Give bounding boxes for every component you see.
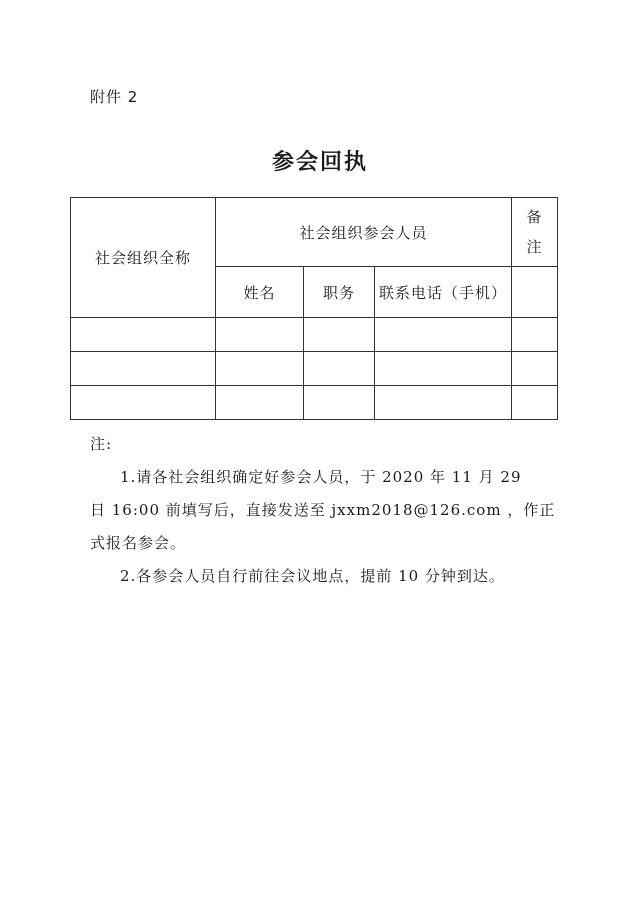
- column-header-position: 职务: [304, 267, 375, 318]
- attendees-header: 社会组织参会人员: [216, 198, 512, 267]
- table-cell[interactable]: [216, 386, 304, 420]
- table-cell[interactable]: [71, 352, 216, 386]
- note-item-1-line-1: 1.请各社会组织确定好参会人员，于 2020 年 11 月 29: [120, 468, 522, 486]
- table-cell[interactable]: [512, 386, 558, 420]
- table-cell[interactable]: [71, 386, 216, 420]
- table-cell[interactable]: [216, 352, 304, 386]
- table-row: [71, 386, 558, 420]
- org-name-header: 社会组织全称: [71, 198, 216, 318]
- remarks-header-text: 备 注: [526, 208, 543, 256]
- table-cell[interactable]: [304, 386, 375, 420]
- notes-section: [90, 428, 570, 593]
- table-cell[interactable]: [375, 318, 512, 352]
- table-cell[interactable]: [375, 386, 512, 420]
- attachment-label: 附件 2: [90, 88, 139, 106]
- table-cell[interactable]: [512, 352, 558, 386]
- remarks-header: [512, 198, 558, 267]
- note-item-1-line-2: 日 16:00 前填写后，直接发送至 jxxm2018@126.com ，作正: [90, 501, 556, 519]
- column-header-phone: 联系电话（手机）: [375, 267, 512, 318]
- column-header-name: 姓名: [216, 267, 304, 318]
- note-item-1-line-3: 式报名参会。: [90, 534, 187, 552]
- receipt-table: [70, 197, 558, 420]
- table-cell[interactable]: [304, 352, 375, 386]
- table-header-row: [71, 198, 558, 267]
- table-cell[interactable]: [512, 318, 558, 352]
- remarks-subcell: [512, 267, 558, 318]
- table-cell[interactable]: [71, 318, 216, 352]
- table-row: [71, 352, 558, 386]
- note-item-2: 2.各参会人员自行前往会议地点，提前 10 分钟到达。: [120, 567, 505, 585]
- table-row: [71, 318, 558, 352]
- notes-label: 注:: [90, 435, 113, 453]
- table-cell[interactable]: [216, 318, 304, 352]
- table-cell[interactable]: [304, 318, 375, 352]
- page-title: 参会回执: [271, 149, 368, 175]
- table-cell[interactable]: [375, 352, 512, 386]
